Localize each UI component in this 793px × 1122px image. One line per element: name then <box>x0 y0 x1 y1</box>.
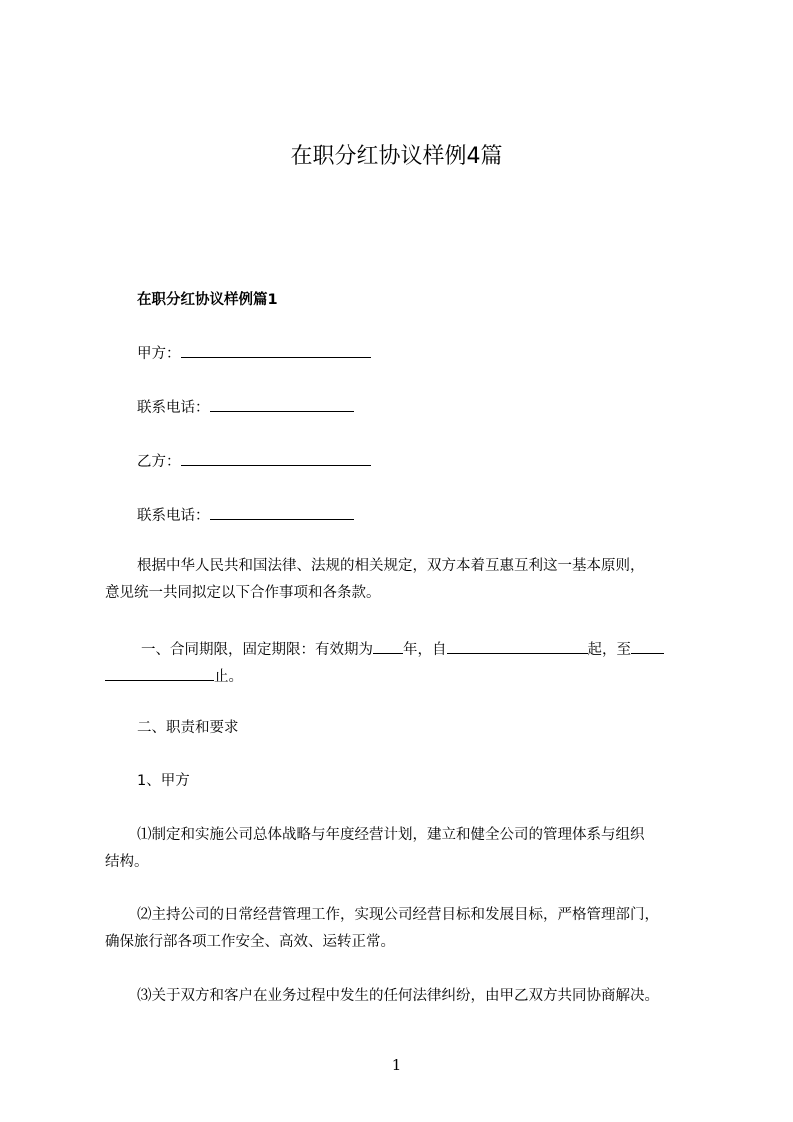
item-3-line-1: ⑶关于双方和客户在业务过程中发生的任何法律纠纷，由甲乙双方共同协商解决。 <box>137 988 659 1004</box>
item-2-line-1: ⑵主持公司的日常经营管理工作，实现公司经营目标和发展目标，严格管理部门， <box>137 907 659 923</box>
intro-line-1: 根据中华人民共和国法律、法规的相关规定，双方本着互惠互利这一基本原则， <box>137 558 645 574</box>
term-line-1 <box>141 639 664 660</box>
phone-line-2 <box>137 505 354 526</box>
party-b-line <box>137 451 371 472</box>
party-a-line <box>137 343 371 364</box>
term-part-2: 年，自 <box>403 642 447 658</box>
term-part-1: 一、合同期限，固定期限：有效期为 <box>141 642 373 658</box>
party-a-blank <box>181 343 371 358</box>
party-b-label: 乙方： <box>137 454 181 470</box>
term-line-2 <box>105 666 243 687</box>
section-heading: 在职分红协议样例篇1 <box>137 292 278 308</box>
phone-label-2: 联系电话： <box>137 508 210 524</box>
phone-blank-2 <box>210 505 354 520</box>
term-part-4: 止。 <box>214 669 243 685</box>
party-a-heading: 1、甲方 <box>137 773 190 789</box>
term-part-3: 起，至 <box>587 642 631 658</box>
item-1-line-2: 结构。 <box>105 854 149 870</box>
page-number: 1 <box>391 1056 402 1074</box>
item-2-line-2: 确保旅行部各项工作安全、高效、运转正常。 <box>105 934 395 950</box>
intro-line-2: 意见统一共同拟定以下合作事项和各条款。 <box>105 585 381 601</box>
party-b-blank <box>181 451 371 466</box>
document-title: 在职分红协议样例4篇 <box>290 144 503 169</box>
party-a-label: 甲方： <box>137 346 181 362</box>
duties-heading: 二、职责和要求 <box>137 720 239 736</box>
term-start-blank <box>447 639 588 654</box>
phone-label-1: 联系电话： <box>137 400 210 416</box>
phone-blank-1 <box>210 397 354 412</box>
term-end-blank-a <box>631 639 664 654</box>
term-years-blank <box>373 639 403 654</box>
phone-line-1 <box>137 397 354 418</box>
term-end-blank-b <box>105 666 214 681</box>
item-1-line-1: ⑴制定和实施公司总体战略与年度经营计划，建立和健全公司的管理体系与组织 <box>137 827 645 843</box>
